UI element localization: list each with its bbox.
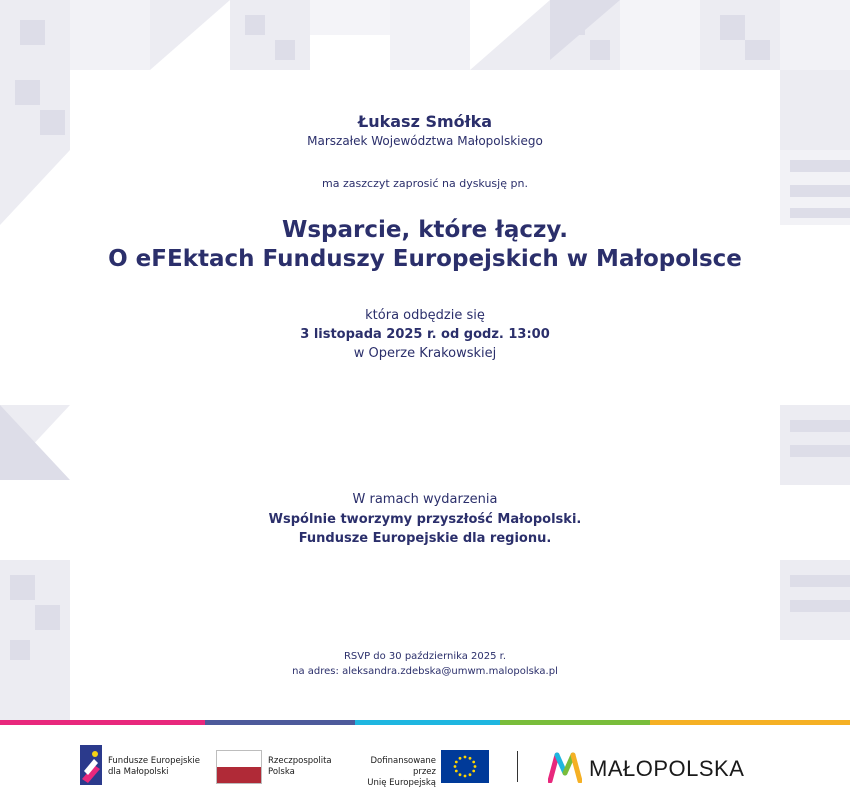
color-stripe-cyan bbox=[355, 720, 500, 725]
fundusze-europejskie-label bbox=[108, 756, 200, 778]
context-line1: Wspólnie tworzymy przyszłość Małopolski. bbox=[268, 512, 582, 527]
eu-cofunded-label bbox=[348, 756, 436, 789]
rp-label-line1: Rzeczpospolita bbox=[268, 756, 332, 766]
footer-divider bbox=[517, 751, 518, 782]
host-role: Marszałek Województwa Małopolskiego bbox=[307, 134, 543, 148]
event-title bbox=[70, 216, 780, 274]
color-stripe-pink bbox=[0, 720, 205, 725]
color-stripe-yellow bbox=[650, 720, 850, 725]
color-stripe-navy bbox=[205, 720, 355, 725]
event-title-line2: O eFEktach Funduszy Europejskich w Małopolsce bbox=[108, 246, 742, 272]
fe-label-line2: dla Małopolski bbox=[108, 767, 169, 777]
rsvp-email: na adres: aleksandra.zdebska@umwm.malopolska.pl bbox=[292, 666, 558, 677]
context-line2: Fundusze Europejskie dla regionu. bbox=[298, 531, 552, 546]
event-date: 3 listopada 2025 r. od godz. 13:00 bbox=[300, 327, 550, 342]
rzeczpospolita-label bbox=[268, 756, 332, 778]
rsvp-deadline: RSVP do 30 października 2025 r. bbox=[343, 651, 507, 662]
poland-flag-icon bbox=[216, 750, 262, 784]
event-place: w Operze Krakowskiej bbox=[353, 346, 497, 361]
color-stripe-green bbox=[500, 720, 650, 725]
host-name: Łukasz Smółka bbox=[357, 112, 493, 131]
ue-label-line2: Unię Europejską bbox=[367, 778, 436, 788]
context-intro: W ramach wydarzenia bbox=[352, 492, 498, 507]
malopolska-logo-icon bbox=[548, 751, 582, 783]
eu-flag-icon bbox=[441, 750, 489, 783]
event-title-line1: Wsparcie, które łączy. bbox=[282, 217, 568, 243]
fundusze-europejskie-logo-icon bbox=[80, 745, 102, 785]
malopolska-wordmark: MAŁOPOLSKA bbox=[589, 756, 745, 781]
invite-line: ma zaszczyt zaprosić na dyskusję pn. bbox=[322, 177, 528, 190]
fe-label-line1: Fundusze Europejskie bbox=[108, 756, 200, 766]
ue-label-line1: Dofinansowane przez bbox=[370, 756, 436, 777]
rp-label-line2: Polska bbox=[268, 767, 295, 777]
event-when-intro: która odbędzie się bbox=[365, 308, 485, 323]
invitation-card bbox=[70, 70, 780, 720]
